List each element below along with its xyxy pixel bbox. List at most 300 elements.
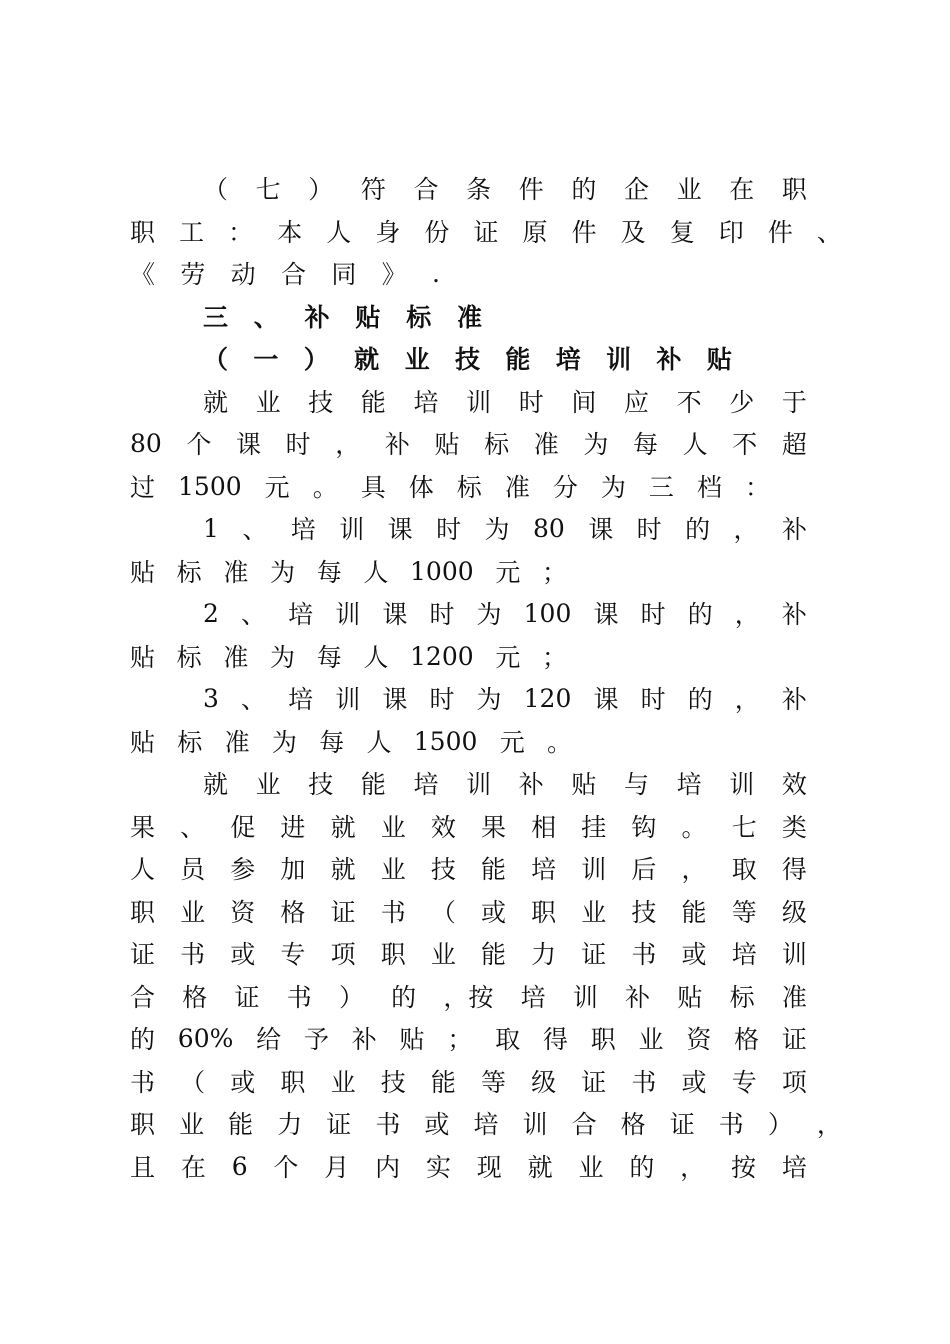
text-token: 项: [781, 1068, 807, 1097]
text-token: 一: [253, 345, 279, 374]
text-token: 训: [339, 515, 365, 544]
text-token: 等: [480, 1068, 506, 1097]
text-token: 效: [781, 770, 807, 799]
text-token: 培: [555, 345, 581, 374]
text-token: 课: [387, 515, 413, 544]
text-token: 三: [648, 473, 674, 502]
text-token: 果: [480, 813, 506, 842]
text-token: 业: [581, 898, 607, 927]
text-token: 书: [180, 940, 206, 969]
text-token: 标: [729, 983, 755, 1012]
text-token: 贴: [571, 770, 597, 799]
text-token: 技: [454, 345, 480, 374]
text-token: ）: [338, 983, 364, 1012]
text-token: 人: [363, 643, 389, 672]
text-token: 为: [583, 430, 609, 459]
text-token: 符: [360, 175, 386, 204]
text-token: 证: [581, 940, 607, 969]
text-token: 给: [256, 1025, 282, 1054]
text-token: 同: [331, 260, 357, 289]
text-token: 人: [363, 558, 389, 587]
text-token: 职: [130, 898, 156, 927]
text-token: 促: [230, 813, 256, 842]
text-token: 贴: [677, 983, 703, 1012]
text-token: 、: [241, 600, 267, 629]
text-token: 不: [732, 430, 758, 459]
text-token: 能: [228, 1110, 254, 1139]
text-token: 标: [484, 430, 510, 459]
text-token: 补: [781, 600, 807, 629]
text-token: 补: [625, 983, 651, 1012]
text-line: [130, 422, 807, 464]
text-token: 。: [681, 813, 707, 842]
text-token: 就: [330, 813, 356, 842]
text-line: [130, 975, 807, 1017]
text-token: 、: [816, 218, 842, 247]
text-token: 培: [473, 1110, 499, 1139]
text-token: 1000: [410, 556, 474, 586]
text-token: 分: [552, 473, 578, 502]
text-line: [130, 890, 807, 932]
text-token: 培: [676, 770, 702, 799]
text-token: 专: [280, 940, 306, 969]
text-token: 级: [781, 898, 807, 927]
text-token: ：: [228, 218, 254, 247]
text-token: 2: [203, 598, 219, 628]
text-token: 能: [480, 940, 506, 969]
text-line: [130, 932, 807, 974]
text-token: 准: [223, 643, 249, 672]
text-token: 个: [273, 1153, 299, 1182]
text-token: 、: [242, 515, 268, 544]
text-token: 企: [624, 175, 650, 204]
text-token: 时: [518, 388, 544, 417]
text-token: 的: [685, 515, 711, 544]
text-token: 就: [330, 855, 356, 884]
subsection-heading: [203, 337, 732, 379]
text-token: 3: [203, 683, 219, 713]
text-token: 及: [620, 218, 646, 247]
text-token: 培: [731, 940, 757, 969]
text-token: 资: [686, 1025, 712, 1054]
text-token: ；: [541, 558, 567, 587]
text-token: 就: [203, 770, 229, 799]
text-token: 个: [186, 430, 212, 459]
text-token: 业: [380, 813, 406, 842]
text-line: [130, 720, 572, 762]
text-token: 技: [380, 1068, 406, 1097]
text-token: ；: [541, 643, 567, 672]
text-token: 贴: [355, 303, 381, 332]
text-token: 的: [629, 1153, 655, 1182]
text-token: 档: [696, 473, 722, 502]
text-token: 人: [366, 728, 392, 757]
text-token: 职: [781, 175, 807, 204]
text-token: 能: [430, 1068, 456, 1097]
text-token: 具: [360, 473, 386, 502]
text-token: 标: [176, 643, 202, 672]
text-token: 、: [180, 813, 206, 842]
text-token: 培: [781, 1153, 807, 1182]
text-token: 格: [280, 898, 306, 927]
text-token: 80: [130, 428, 162, 458]
text-token: 书: [286, 983, 312, 1012]
text-token: 准: [223, 558, 249, 587]
text-token: 准: [781, 983, 807, 1012]
section-heading: [203, 295, 482, 337]
text-token: 《: [130, 260, 156, 289]
text-token: 钩: [631, 813, 657, 842]
text-token: ，: [681, 855, 707, 884]
text-token: 每: [319, 728, 345, 757]
text-token: 等: [731, 898, 757, 927]
text-token: 培: [290, 515, 316, 544]
text-token: 补: [384, 430, 410, 459]
text-token: 合: [130, 983, 156, 1012]
text-token: 培: [520, 983, 546, 1012]
text-token: 补: [351, 1025, 377, 1054]
text-token: 人: [326, 218, 352, 247]
text-token: 就: [354, 345, 380, 374]
text-token: 在: [729, 175, 755, 204]
text-token: 为: [270, 643, 296, 672]
text-token: ，: [733, 515, 759, 544]
text-token: 每: [316, 643, 342, 672]
text-token: 业: [380, 855, 406, 884]
text-token: 效: [430, 813, 456, 842]
text-token: 。: [312, 473, 338, 502]
text-token: 取: [495, 1025, 521, 1054]
text-line: [130, 805, 807, 847]
text-token: （: [180, 1068, 206, 1097]
text-token: 80: [532, 513, 565, 543]
text-line: [203, 167, 807, 209]
text-token: 得: [542, 1025, 568, 1054]
text-token: 元: [495, 558, 521, 587]
text-token: ）: [767, 1110, 793, 1139]
text-token: 现: [476, 1153, 502, 1182]
text-token: 训: [466, 770, 492, 799]
text-token: 进: [280, 813, 306, 842]
text-token: 取: [731, 855, 757, 884]
text-token: 专: [731, 1068, 757, 1097]
text-token: 培: [288, 685, 314, 714]
text-token: 职: [130, 1110, 156, 1139]
text-token: 证: [234, 983, 260, 1012]
text-token: 贴: [434, 430, 460, 459]
text-token: 格: [182, 983, 208, 1012]
text-token: 业: [638, 1025, 664, 1054]
text-token: 项: [330, 940, 356, 969]
text-token: 的: [571, 175, 597, 204]
text-token: 书: [130, 1068, 156, 1097]
text-token: ，: [816, 1110, 842, 1139]
text-token: 应: [624, 388, 650, 417]
text-token: ：: [744, 473, 770, 502]
text-line: [130, 210, 842, 252]
text-token: 内: [375, 1153, 401, 1182]
text-token: 职: [280, 1068, 306, 1097]
text-token: ）: [308, 175, 334, 204]
text-token: 格: [620, 1110, 646, 1139]
text-token: ）: [303, 345, 329, 374]
text-token: 合: [571, 1110, 597, 1139]
text-token: 》: [381, 260, 407, 289]
text-token: 后: [631, 855, 657, 884]
text-token: 课: [236, 430, 262, 459]
text-token: .: [431, 258, 440, 288]
text-token: 不: [676, 388, 702, 417]
text-token: 或: [230, 1068, 256, 1097]
text-line: [130, 847, 807, 889]
text-token: 贴: [130, 558, 156, 587]
text-line: [130, 1060, 807, 1102]
text-token: 体: [408, 473, 434, 502]
text-token: 且: [130, 1153, 156, 1182]
text-token: 资: [230, 898, 256, 927]
text-token: 的: [687, 685, 713, 714]
text-token: 、: [253, 303, 279, 332]
text-token: 业: [578, 1153, 604, 1182]
text-token: 课: [588, 515, 614, 544]
text-token: 书: [375, 1110, 401, 1139]
text-token: （: [203, 345, 229, 374]
text-token: 证: [669, 1110, 695, 1139]
text-token: 补: [781, 515, 807, 544]
text-token: 证: [781, 1025, 807, 1054]
text-token: 在: [180, 1153, 206, 1182]
text-token: 超: [781, 430, 807, 459]
text-token: 、: [241, 685, 267, 714]
text-token: 予: [303, 1025, 329, 1054]
text-token: 动: [230, 260, 256, 289]
text-token: 参: [230, 855, 256, 884]
text-token: 贴: [399, 1025, 425, 1054]
text-token: 训: [606, 345, 632, 374]
text-token: （: [203, 175, 229, 204]
text-line: [203, 592, 807, 634]
text-token: 为: [600, 473, 626, 502]
text-token: 训: [581, 855, 607, 884]
text-token: 件: [767, 218, 793, 247]
text-token: 或: [681, 1068, 707, 1097]
text-token: 业: [180, 898, 206, 927]
text-token: 相: [531, 813, 557, 842]
text-token: 培: [288, 600, 314, 629]
text-token: 书: [380, 898, 406, 927]
text-token: 培: [413, 388, 439, 417]
text-token: 课: [593, 685, 619, 714]
text-token: 能: [681, 898, 707, 927]
text-token: 课: [593, 600, 619, 629]
text-token: 职: [380, 940, 406, 969]
text-token: 的: [391, 983, 417, 1012]
text-token: 6: [231, 1151, 248, 1181]
text-token: 标: [176, 558, 202, 587]
text-token: 证: [473, 218, 499, 247]
text-token: ，: [734, 685, 760, 714]
text-token: 为: [270, 558, 296, 587]
text-token: 件: [518, 175, 544, 204]
text-token: 书: [631, 1068, 657, 1097]
text-token: 证: [326, 1110, 352, 1139]
text-token: 就: [527, 1153, 553, 1182]
text-token: 三: [203, 303, 229, 332]
text-token: 能: [360, 770, 386, 799]
text-token: 得: [781, 855, 807, 884]
text-token: 时: [640, 685, 666, 714]
text-token: 业: [404, 345, 430, 374]
text-token: 与: [624, 770, 650, 799]
text-token: 补: [518, 770, 544, 799]
text-token: ；: [447, 1025, 473, 1054]
text-token: 业: [430, 940, 456, 969]
text-token: 或: [480, 898, 506, 927]
text-token: 贴: [130, 728, 156, 757]
text-token: 训: [572, 983, 598, 1012]
text-token: 的: [687, 600, 713, 629]
text-token: 挂: [581, 813, 607, 842]
text-token: 补: [656, 345, 682, 374]
text-token: 过: [130, 473, 156, 502]
text-line: [130, 252, 440, 294]
text-token: 标: [177, 728, 203, 757]
text-token: 工: [179, 218, 205, 247]
text-token: 本: [277, 218, 303, 247]
text-line: [130, 465, 770, 507]
text-token: 100: [523, 598, 572, 628]
text-token: 份: [424, 218, 450, 247]
text-line: [130, 550, 567, 592]
text-token: 1500: [413, 726, 478, 756]
text-token: 级: [531, 1068, 557, 1097]
text-token: 原: [522, 218, 548, 247]
text-token: 劳: [180, 260, 206, 289]
text-token: 时: [429, 685, 455, 714]
text-token: ，按: [443, 983, 494, 1012]
text-token: 复: [669, 218, 695, 247]
text-token: 于: [781, 388, 807, 417]
text-token: 培: [413, 770, 439, 799]
text-token: 贴: [706, 345, 732, 374]
text-token: 证: [130, 940, 156, 969]
text-token: 时: [429, 600, 455, 629]
text-token: 为: [476, 685, 502, 714]
text-token: 件: [571, 218, 597, 247]
text-token: 技: [430, 855, 456, 884]
text-token: 训: [729, 770, 755, 799]
text-token: 月: [324, 1153, 350, 1182]
text-line: [203, 762, 807, 804]
text-token: 1: [203, 513, 219, 543]
text-token: 元: [499, 728, 525, 757]
text-token: 七: [731, 813, 757, 842]
text-token: 七: [255, 175, 281, 204]
text-token: 合: [413, 175, 439, 204]
text-token: 能: [360, 388, 386, 417]
text-line: [203, 507, 807, 549]
text-token: ，: [335, 430, 361, 459]
text-token: ，: [680, 1153, 706, 1182]
text-token: 书: [718, 1110, 744, 1139]
text-token: 1200: [410, 641, 474, 671]
text-token: 职: [130, 218, 156, 247]
text-line: [203, 380, 807, 422]
text-token: 。: [546, 728, 572, 757]
text-token: 时: [436, 515, 462, 544]
text-line: [130, 1145, 807, 1187]
text-token: 120: [523, 683, 572, 713]
text-token: 业: [179, 1110, 205, 1139]
text-token: 书: [631, 940, 657, 969]
text-token: 能: [505, 345, 531, 374]
text-line: [130, 1017, 807, 1059]
text-token: 的: [130, 1025, 156, 1054]
text-token: 时: [285, 430, 311, 459]
text-token: 时: [640, 600, 666, 629]
text-token: 1500: [178, 471, 242, 501]
text-token: 人: [682, 430, 708, 459]
text-token: 类: [781, 813, 807, 842]
text-token: 课: [382, 685, 408, 714]
text-token: 技: [308, 770, 334, 799]
text-token: ，: [734, 600, 760, 629]
text-token: 技: [308, 388, 334, 417]
text-token: 或: [230, 940, 256, 969]
text-token: 准: [504, 473, 530, 502]
text-token: 元: [264, 473, 290, 502]
text-token: 每: [633, 430, 659, 459]
text-line: [130, 1102, 842, 1144]
text-token: 标: [456, 473, 482, 502]
text-token: 力: [531, 940, 557, 969]
text-token: 业: [255, 388, 281, 417]
text-token: 印: [718, 218, 744, 247]
text-token: 合: [280, 260, 306, 289]
text-token: 元: [495, 643, 521, 672]
text-token: 为: [484, 515, 510, 544]
text-token: 加: [280, 855, 306, 884]
text-token: 训: [781, 940, 807, 969]
text-token: 证: [581, 1068, 607, 1097]
text-token: 贴: [130, 643, 156, 672]
text-token: 课: [382, 600, 408, 629]
text-token: 证: [330, 898, 356, 927]
text-token: 条: [466, 175, 492, 204]
text-token: 准: [533, 430, 559, 459]
text-token: 时: [636, 515, 662, 544]
text-token: 果: [130, 813, 156, 842]
text-token: 人: [130, 855, 156, 884]
text-token: 为: [476, 600, 502, 629]
text-token: 员: [180, 855, 206, 884]
text-token: 实: [425, 1153, 451, 1182]
text-token: 能: [480, 855, 506, 884]
text-token: 准: [456, 303, 482, 332]
text-token: 间: [571, 388, 597, 417]
text-token: 训: [335, 685, 361, 714]
text-token: 按: [731, 1153, 757, 1182]
text-token: 补: [781, 685, 807, 714]
text-token: 训: [335, 600, 361, 629]
text-token: 标: [406, 303, 432, 332]
text-token: 准: [224, 728, 250, 757]
text-token: 培: [531, 855, 557, 884]
text-token: 业: [330, 1068, 356, 1097]
text-token: 职: [531, 898, 557, 927]
text-token: 训: [466, 388, 492, 417]
text-token: 身: [375, 218, 401, 247]
